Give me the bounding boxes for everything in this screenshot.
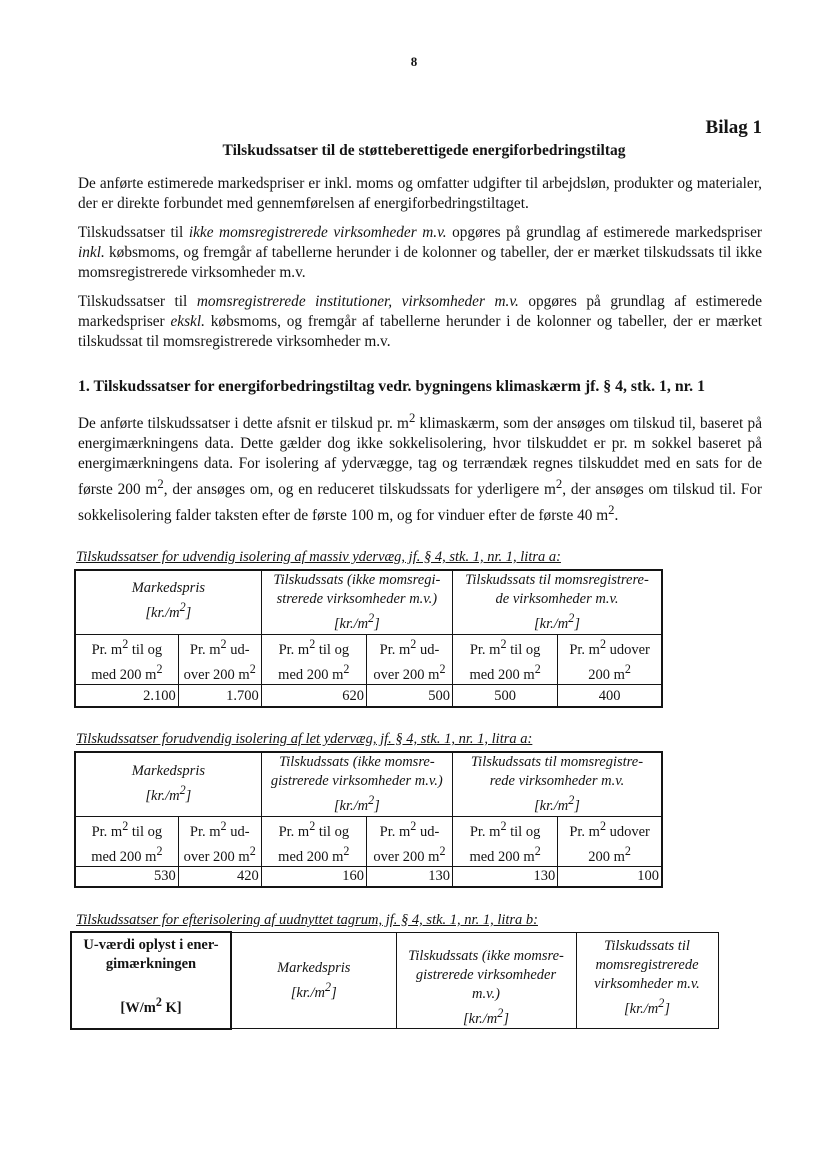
header-moms: Tilskudssats til momsregistre- rede virksomheder m.v. $[kr./m^2]$ [452,752,662,816]
subheader-til-200: Pr. $m^2$ til og med 200 $m^2$ [261,816,366,867]
intro-paragraph-3: Tilskudssatser til momsregistrerede institutioner, virksomheder m.v. opgøres på grundlag af estimerede markedspriser ekskl. købsmoms, og fremgår af tabellerne herunder i de kolonner og tabeller, der er mærket tilskudssat til momsregistrerede virksomheder m.v. [78,293,762,350]
subheader-udover-200: Pr. $m^2$ udover 200 $m^2$ [558,816,662,867]
intro-paragraph-2: Tilskudssatser til ikke momsregistrerede virksomheder m.v. opgøres på grundlag af estimerede markedspriser inkl. købsmoms, og fremgår af tabellerne herunder i de kolonner og tabeller, der er mærket tilskudssats til ikke momsregistrerede virksomheder m.v. [78,224,762,281]
subheader-til-200: Pr. $m^2$ til og med 200 $m^2$ [452,816,557,867]
table2-caption: Tilskudssatser forudvendig isolering af let ydervæg, jf. § 4, stk. 1, nr. 1, litra a: [76,731,533,747]
table-cell: 100 [558,867,662,888]
subheader-over-200: Pr. $m^2$ ud- over 200 $m^2$ [178,634,261,685]
header-markedspris: Markedspris $[kr./m^2]$ [75,752,261,816]
page-number: 8 [410,54,418,69]
header-markedspris: Markedspris $[kr./m^2]$ [231,932,396,1029]
header-ikke-moms: Tilskudssats (ikke momsregi- strerede virksomheder m.v.) $[kr./m^2]$ [261,570,452,634]
header-ikke-moms: Tilskudssats (ikke momsre- gistrerede virksomheder m.v.) $[kr./m^2]$ [396,932,576,1029]
table-cell: 620 [261,685,366,707]
table-cell: 130 [366,867,452,888]
header-ikke-moms: Tilskudssats (ikke momsre- gistrerede virksomheder m.v.) $[kr./m^2]$ [261,752,452,816]
table-cell: 2.100 [75,685,178,707]
subheader-over-200: Pr. $m^2$ ud- over 200 $m^2$ [178,816,261,867]
table-cell: 130 [452,867,557,888]
subheader-til-200: Pr. $m^2$ til og med 200 $m^2$ [75,634,178,685]
table3-tagrum [70,931,719,1030]
table-cell: 1.700 [178,685,261,707]
header-u-vaerdi: U-værdi oplyst i ener- gimærkningen [$W/m^2$ K] [71,932,231,1029]
table-cell: 420 [178,867,261,888]
table2-let-ydervaeg [74,751,663,888]
subheader-til-200: Pr. $m^2$ til og med 200 $m^2$ [75,816,178,867]
header-moms: Tilskudssats til momsregistrerede virksomheder m.v. $[kr./m^2]$ [576,932,718,1029]
table3-caption: Tilskudssatser for efterisolering af uudnyttet tagrum, jf. § 4, stk. 1, nr. 1, litra b: [76,912,538,928]
table-cell: 500 [452,685,557,707]
table1-caption: Tilskudssatser for udvendig isolering af massiv ydervæg, jf. § 4, stk. 1, nr. 1, litra a: [76,549,561,565]
subheader-udover-200: Pr. $m^2$ udover 200 $m^2$ [558,634,662,685]
table-cell: 530 [75,867,178,888]
page-title: Tilskudssatser til de støtteberettigede energiforbedringstiltag [222,142,626,159]
subheader-over-200: Pr. $m^2$ ud- over 200 $m^2$ [366,816,452,867]
intro-paragraph-1: De anførte estimerede markedspriser er inkl. moms og omfatter udgifter til arbejdsløn, produkter og materialer, der er direkte forbundet med gennemførelsen af energiforbedringstiltaget. [78,175,762,212]
table-cell: 160 [261,867,366,888]
section-heading: 1. Tilskudssatser for energiforbedringstiltag vedr. bygningens klimaskærm jf. § 4, stk. 1, nr. 1 [78,378,705,395]
table-cell: 400 [558,685,662,707]
table1-massiv-ydervaeg [74,569,663,708]
appendix-label: Bilag 1 [705,117,762,138]
header-moms: Tilskudssats til momsregistrere- de virksomheder m.v. $[kr./m^2]$ [452,570,662,634]
table-cell: 500 [366,685,452,707]
subheader-til-200: Pr. $m^2$ til og med 200 $m^2$ [261,634,366,685]
subheader-til-200: Pr. $m^2$ til og med 200 $m^2$ [452,634,557,685]
section-paragraph: De anførte tilskudssatser i dette afsnit er tilskud pr. $m^2$ klimaskærm, som der ansøges om tilskud til, baseret på energimærkningens data. Dette gælder dog ikke sokkelisolering, hvor tilskuddet er pr. m sokkel baseret på energimærkningens data. For isolering af ydervægge, tag og terrændæk regnes tilskuddet med en sats for de første 200 $m^2$, der ansøges om, og en reduceret tilskudssats for yderligere $m^2$, der ansøges om tilskud til. For sokkelisolering falder taksten efter de første 100 m, og for vinduer efter de første 40 $m^2$. [78,411,762,525]
subheader-over-200: Pr. $m^2$ ud- over 200 $m^2$ [366,634,452,685]
header-markedspris: Markedspris $[kr./m^2]$ [75,570,261,634]
